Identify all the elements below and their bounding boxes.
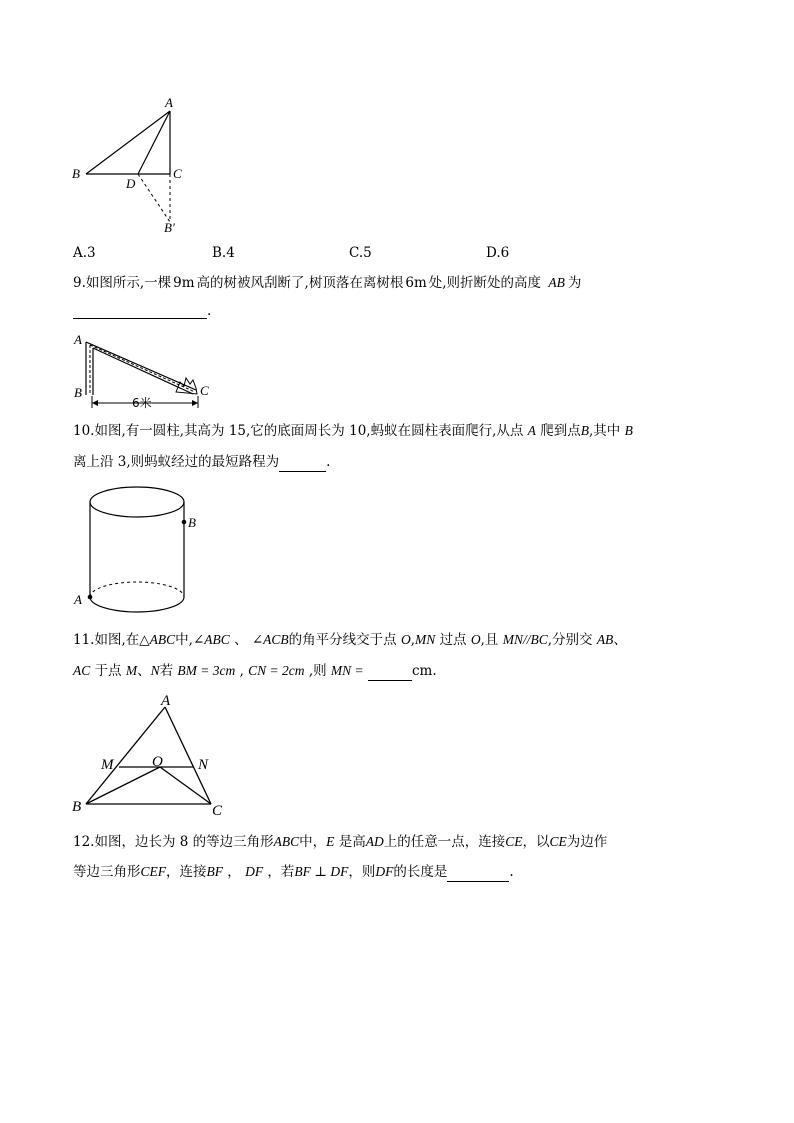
q12-t8: ，连接 bbox=[166, 864, 207, 880]
q10-point-a: A bbox=[527, 423, 536, 438]
q12-perp: BF ⊥ DF bbox=[294, 864, 349, 879]
q12-ce: CE bbox=[505, 834, 523, 849]
q11-angle2: ∠ACB bbox=[251, 632, 289, 647]
q11-parallel: MN//BC bbox=[502, 632, 548, 647]
q12-t4: 上的任意一点，连接 bbox=[383, 834, 506, 850]
q10-text-c: ,其中 bbox=[588, 423, 621, 439]
q10-point-b2: B bbox=[624, 423, 633, 438]
q12-e: E bbox=[326, 834, 335, 849]
label-o: O bbox=[152, 754, 163, 770]
q11-bm: BM = 3cm bbox=[177, 663, 236, 678]
q12-df: DF bbox=[245, 864, 264, 879]
q9-prefix: 9.如图所示,一棵 bbox=[73, 275, 172, 291]
distance-label: 6米 bbox=[132, 396, 152, 410]
q12-t9: ， bbox=[227, 864, 241, 880]
q11-t8: ,分别交 bbox=[547, 632, 593, 648]
label-b-prime: B′ bbox=[164, 220, 175, 235]
q11-t7: ,且 bbox=[480, 632, 499, 648]
q11-t2: 中, bbox=[175, 632, 193, 648]
q11-m: M bbox=[125, 663, 138, 678]
q11-n: N bbox=[150, 663, 160, 678]
label-a: A bbox=[161, 693, 171, 709]
label-c: C bbox=[212, 803, 223, 819]
q12-df2: DF bbox=[375, 864, 394, 879]
q9-mid: 高的树被风刮断了,树顶落在离树根 bbox=[196, 275, 404, 291]
option-d: D.6 bbox=[486, 245, 510, 261]
q10-text-d: 离上沿 3,则蚂蚁经过的最短路程为 bbox=[73, 454, 280, 470]
q10-text-b: 爬到点 bbox=[540, 423, 581, 439]
q11-ab: AB bbox=[596, 632, 614, 647]
q12-t12: 的长度是 bbox=[393, 864, 448, 880]
q12-t13: . bbox=[509, 864, 514, 880]
q11-o: O bbox=[400, 632, 411, 647]
label-m: M bbox=[101, 757, 114, 773]
label-b: B bbox=[74, 385, 82, 400]
label-a: A bbox=[74, 592, 82, 607]
q11-unit: cm. bbox=[411, 663, 437, 679]
q12-line1 bbox=[73, 832, 607, 852]
q12-bf: BF bbox=[206, 864, 223, 879]
label-a: A bbox=[74, 332, 82, 347]
q11-t6: 过点 bbox=[439, 632, 467, 648]
q11-t4: 的角平分线交于点 bbox=[288, 632, 397, 648]
q12-t11: ，则 bbox=[348, 864, 376, 880]
q9-height: 9m bbox=[173, 275, 195, 291]
q9-dist: 6m bbox=[405, 275, 427, 291]
q11-mn: MN bbox=[415, 632, 436, 647]
q11-t3: 、 bbox=[234, 632, 248, 648]
q12-t3: 是高 bbox=[338, 834, 366, 850]
q11-t9: 、 bbox=[613, 632, 627, 648]
q11-t5: , bbox=[410, 632, 416, 648]
label-b: B bbox=[72, 799, 82, 815]
q12-cef: CEF bbox=[140, 864, 166, 879]
q12-t7: 等边三角形 bbox=[73, 864, 141, 880]
label-b: B bbox=[72, 166, 80, 181]
q12-t6: 为边作 bbox=[566, 834, 608, 850]
q11-t11: 、 bbox=[137, 663, 151, 679]
q12-blank bbox=[447, 867, 509, 882]
q11-t12: 若 bbox=[159, 663, 174, 679]
label-d: D bbox=[126, 176, 136, 191]
q11-t14: ,则 bbox=[308, 663, 327, 679]
label-c: C bbox=[200, 383, 209, 398]
q11-o2: O bbox=[470, 632, 481, 647]
option-b: B.4 bbox=[212, 245, 235, 261]
label-n: N bbox=[198, 757, 209, 773]
q12-line2 bbox=[73, 862, 514, 882]
q12-t10: ，若 bbox=[267, 864, 295, 880]
q11-ac: AC bbox=[73, 663, 91, 678]
q10-text-e: . bbox=[326, 454, 331, 470]
option-c: C.5 bbox=[349, 245, 372, 261]
q9-var: AB bbox=[548, 275, 565, 290]
q9-end: . bbox=[207, 303, 212, 319]
q12-abc: ABC bbox=[273, 834, 300, 849]
q10-text-a: 10.如图,有一圆柱,其高为 15,它的底面周长为 10,蚂蚁在圆柱表面爬行,从点 bbox=[73, 423, 524, 439]
q11-t1: 11.如图,在 bbox=[73, 632, 140, 648]
q11-mn-eq: MN = bbox=[330, 663, 364, 678]
q11-triangle: △ABC bbox=[139, 632, 176, 647]
q9-tail: 为 bbox=[567, 275, 582, 291]
q11-angle1: ∠ABC bbox=[192, 632, 230, 647]
q12-t1: 12.如图，边长为 8 的等边三角形 bbox=[73, 834, 274, 850]
q11-t10: 于点 bbox=[94, 663, 122, 679]
q11-cn: CN = 2cm bbox=[248, 663, 305, 678]
label-b: B bbox=[188, 515, 196, 530]
q9-suffix: 处,则折断处的高度 bbox=[428, 275, 542, 291]
q12-t5: ，以 bbox=[522, 834, 550, 850]
label-a: A bbox=[165, 95, 173, 110]
label-c: C bbox=[173, 166, 182, 181]
q12-ce2: CE bbox=[549, 834, 567, 849]
option-a: A.3 bbox=[73, 245, 96, 261]
q12-ad: AD bbox=[365, 834, 384, 849]
q11-t13: , bbox=[239, 663, 244, 679]
q10-point-b: B bbox=[580, 423, 589, 438]
side-ac bbox=[165, 707, 211, 804]
segment-bo bbox=[86, 767, 160, 804]
q12-t2: 中， bbox=[299, 834, 327, 850]
